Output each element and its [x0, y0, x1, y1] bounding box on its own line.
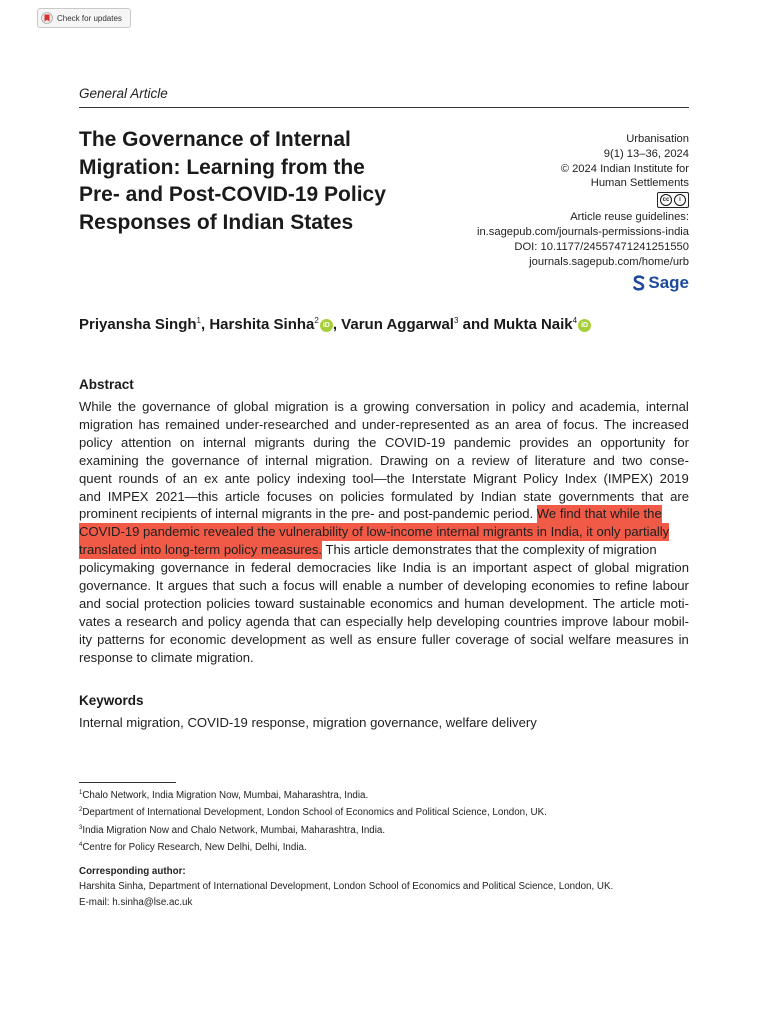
- reuse-guidelines-link[interactable]: in.sagepub.com/journals-permissions-india: [476, 225, 689, 238]
- journal-name: Urbanisation: [626, 133, 689, 145]
- abstract-line: and IMPEX 2021—this article focuses on policies formulated by Indian state governments that are: [79, 488, 689, 504]
- corresponding-label: Corresponding author:: [79, 866, 186, 877]
- author-name: Varun Aggarwal: [341, 316, 454, 333]
- abstract-line: and social protection policies toward sustainable economics and human development. The article moti-: [79, 595, 689, 611]
- abstract-body: [79, 398, 689, 667]
- footnote-divider: [79, 782, 176, 783]
- abstract-line: [79, 505, 689, 523]
- article-title: [79, 126, 459, 236]
- title-line: Responses of Indian States: [79, 210, 354, 234]
- reuse-guidelines-label: Article reuse guidelines:: [570, 211, 689, 224]
- abstract-line: [79, 523, 689, 541]
- abstract-line: policy attention on internal migrants during the COVID-19 pandemic provides an opportunity for: [79, 434, 689, 450]
- corresponding-address: Harshita Sinha, Department of International Development, London School of Economics and Political Science, London, UK.: [79, 881, 614, 893]
- affiliation-footnote: $^2$Department of International Development, London School of Economics and Political Science, London, UK.: [79, 807, 547, 819]
- affiliation-footnote: $^4$Centre for Policy Research, New Delhi, Delhi, India.: [79, 841, 307, 853]
- abstract-line: governance. It argues that such a focus will enable a number of developing economies to refine labour: [79, 578, 689, 594]
- author-affiliation-number: 4: [572, 316, 578, 325]
- abstract-text: response to climate migration.: [79, 649, 254, 665]
- publisher-name: Sage: [648, 272, 689, 292]
- highlighted-text: COVID-19 pandemic revealed the vulnerability of low-income internal migrants in India, it only partially: [79, 524, 670, 540]
- abstract-line: [79, 649, 689, 667]
- sage-s-icon: [633, 275, 645, 291]
- crossmark-icon: [41, 12, 53, 24]
- title-line: Migration: Learning from the: [79, 155, 365, 179]
- corresponding-author: [79, 864, 613, 910]
- abstract-heading: Abstract: [79, 377, 134, 392]
- author-affiliation-number: 1: [196, 316, 201, 325]
- section-label: General Article: [79, 86, 168, 101]
- title-line: The Governance of Internal: [79, 128, 351, 151]
- author-affiliation-number: 3: [453, 316, 459, 325]
- author-name: Priyansha Singh: [79, 316, 197, 333]
- highlighted-text: translated into long-term policy measures.: [79, 542, 323, 558]
- abstract-line: ity patterns for economic development as well as ensure fuller coverage of social welfare measures in: [79, 631, 689, 647]
- abstract-text: This article demonstrates that the complexity of migration: [322, 542, 657, 558]
- abstract-line: vates a research and policy agenda that can especially help developing countries improve labour mobil-: [79, 613, 689, 629]
- author-list: Priyansha Singh$^1$, Harshita Sinha$^2$iD , Varun Aggarwal$^3$ and Mukta Naik$^4$iD: [79, 316, 591, 333]
- affiliation-footnotes: [79, 786, 547, 855]
- affiliation-footnote: $^1$Chalo Network, India Migration Now, Mumbai, Maharashtra, India.: [79, 790, 369, 801]
- sage-logo[interactable]: [633, 272, 689, 292]
- abstract-text: prominent recipients of internal migrants in the pre- and post-pandemic period.: [79, 506, 537, 522]
- corresponding-email[interactable]: E-mail: h.sinha@lse.ac.uk: [79, 896, 193, 908]
- title-line: Pre- and Post-COVID-19 Policy: [79, 183, 386, 206]
- check-for-updates-label: Check for updates: [57, 13, 122, 23]
- cc-by-license-icon[interactable]: cc i: [657, 192, 689, 208]
- abstract-line: quent rounds of an ex ante policy indexing tool—the Interstate Migrant Policy Index (IMPEX) 2019: [79, 470, 689, 486]
- header-divider: [79, 107, 689, 108]
- highlighted-text: We find that while the: [536, 506, 662, 522]
- author-name: Harshita Sinha: [209, 316, 315, 333]
- doi-link[interactable]: DOI: 10.1177/24557471241251550: [514, 240, 689, 253]
- copyright-line: Human Settlements: [590, 177, 689, 190]
- journal-volume: 9(1) 13–36, 2024: [603, 147, 689, 160]
- abstract-line: [79, 541, 689, 559]
- keywords-heading: Keywords: [79, 693, 144, 708]
- journal-metadata: [449, 132, 689, 296]
- abstract-line: examining the governance of internal migration. Drawing on a review of literature and two conse-: [79, 452, 689, 468]
- check-for-updates-button[interactable]: [37, 8, 131, 28]
- copyright-line: © 2024 Indian Institute for: [560, 162, 689, 175]
- author-affiliation-number: 2: [314, 316, 319, 325]
- author-name: Mukta Naik: [493, 316, 573, 333]
- abstract-line: migration has remained under-researched and under-represented as an area of focus. The increased: [79, 416, 689, 432]
- orcid-icon[interactable]: iD: [578, 319, 591, 332]
- keywords-text: Internal migration, COVID-19 response, migration governance, welfare delivery: [79, 715, 537, 730]
- orcid-icon[interactable]: iD: [320, 319, 333, 332]
- affiliation-footnote: $^3$India Migration Now and Chalo Network, Mumbai, Maharashtra, India.: [79, 824, 386, 836]
- journal-home-link[interactable]: journals.sagepub.com/home/urb: [529, 255, 689, 268]
- abstract-line: policymaking governance in federal democracies like India is an important aspect of global migration: [79, 560, 689, 576]
- abstract-line: While the governance of global migration is a growing conversation in policy and academia, internal: [79, 399, 689, 414]
